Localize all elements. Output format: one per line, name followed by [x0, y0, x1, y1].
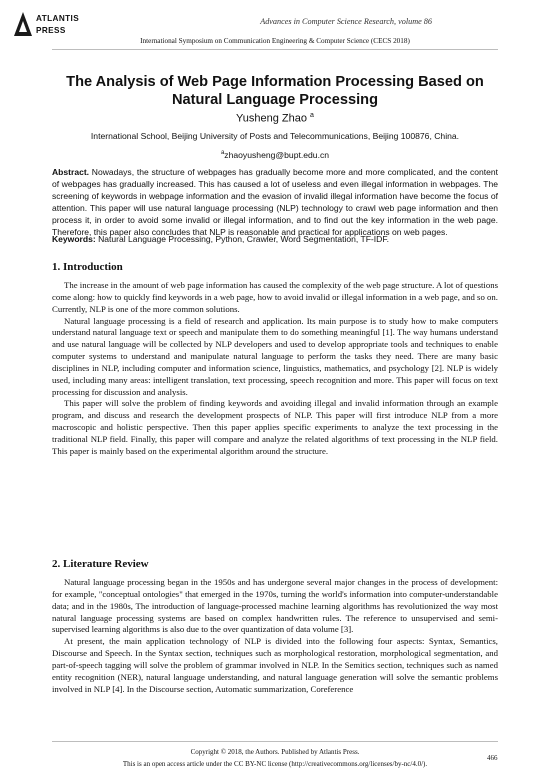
header-divider: [52, 49, 498, 50]
abstract-label: Abstract.: [52, 167, 90, 177]
paragraph: Natural language processing began in the 1950s and has undergone several major changes in the process of development: for example, "conceptual ontologies" that emerged in the 1970s, turning the world's information into computer-understandable data; and in the 1980s, The introduction of language-processed machine learning algorithms has revolutionized the way most natural language processing systems are based on complex handwritten rules. The reference to unsupervised and semi-supervised learning algorithms is also due to the over quantization of data volume [3].: [52, 577, 498, 635]
email: zhaoyusheng@bupt.edu.cn: [224, 150, 330, 160]
atlantis-logo-icon: [14, 12, 32, 36]
abstract-text: Nowadays, the structure of webpages has gradually become more and more complicated, and the content of webpages has gradually increased. This has caused a lot of useless and even illegal information in webpages. The screening of keywords in webpage information and the evasion of invalid illegal information have become the focus of attention. This paper will use natural language processing (NLP) technology to crawl web page information and then process it, in order to avoid some invalid or illegal information, and to find out the key information in the web page. Therefore, this paper also concludes that NLP is reasonable and practical for applications on web pages.: [52, 167, 498, 237]
keywords: [52, 234, 498, 246]
paragraph: Natural language processing is a field of research and application. Its main purpose is to study how to make computers understand natural language text or speech and manipulate them to do something meaningful [1]. The way humans understand and use natural language will be collected by NLP developers and used to develop appropriate tools and techniques to enable computer systems to understand and manipulate natural language to perform the tasks they need. There are many basic disciplines in NLP, including computer and information science, linguistics, mathematics, and psychology [2]. NLP is widely used, including many areas: intelligent translation, text processing, speech recognition and more. This paper will focus on text processing for discussion and analysis.: [52, 315, 498, 397]
logo-text-line2: PRESS: [36, 26, 66, 35]
logo-text-line1: ATLANTIS: [36, 14, 80, 23]
author-name: Yusheng Zhao: [236, 112, 307, 125]
section-heading-literature-review: 2. Literature Review: [52, 558, 149, 570]
paper-title: The Analysis of Web Page Information Processing Based on Natural Language Processing: [66, 74, 484, 108]
section-body-introduction: [52, 280, 498, 458]
paragraph: The increase in the amount of web page information has caused the complexity of the web page structure. A lot of questions come along: how to quickly find keywords in a web page, how to avoid invalid or illegal information in a web page, and so on. Currently, NLP is one of the more common solutions.: [52, 280, 498, 314]
atlantis-press-logo: [14, 10, 80, 40]
journal-name: Advances in Computer Science Research, volume 86: [260, 17, 432, 26]
author-line: [0, 112, 550, 125]
page-number: 466: [487, 754, 498, 762]
author-superscript: a: [310, 112, 314, 119]
footer-divider: [52, 741, 498, 742]
section-body-literature-review: [52, 577, 498, 695]
paragraph: At present, the main application technology of NLP is divided into the following four aspects: Syntax, Semantics, Discourse and Speech. In the Syntax section, techniques such as morphological restoration, morphological segmentation, and part-of-speech tagging will solve the problem of grammar involved in NLP. In the Semitics section, techniques such as named entity recognition (NER), natural language understanding, and natural language generation will solve the semantic problems involved in NLP [4]. In the Discourse section, Automatic summarization, Coreference: [52, 636, 498, 694]
keywords-text: Natural Language Processing, Python, Crawler, Word Segmentation, TF-IDF.: [98, 234, 389, 244]
email-superscript: a: [220, 150, 225, 157]
paragraph: This paper will solve the problem of finding keywords and avoiding illegal and invalid information through an example program, and discuss and research the development prospects of NLP. This paper will first introduce NLP from a more macroscopic and holistic perspective. Then this paper applies specific experiments to analyze the text processing in the traditional NLP field. Finally, this paper will compare and analyze the related algorithms of text processing in the NLP field. This paper is mainly based on the experimental algorithm around the structure.: [52, 398, 498, 456]
email-line: [0, 150, 550, 160]
license-notice: This is an open access article under the CC BY-NC license (http://creativecommons.org/licenses/by-nc/4.0/).: [122, 760, 428, 768]
conference-name: International Symposium on Communication Engineering & Computer Science (CECS 2018): [140, 37, 410, 45]
section-heading-introduction: 1. Introduction: [52, 261, 123, 273]
keywords-label: Keywords:: [52, 234, 96, 244]
affiliation: International School, Beijing University of Posts and Telecommunications, Beijing 100876, China.: [90, 131, 460, 141]
copyright-notice: Copyright © 2018, the Authors. Published by Atlantis Press.: [190, 748, 360, 756]
abstract: [52, 167, 498, 238]
